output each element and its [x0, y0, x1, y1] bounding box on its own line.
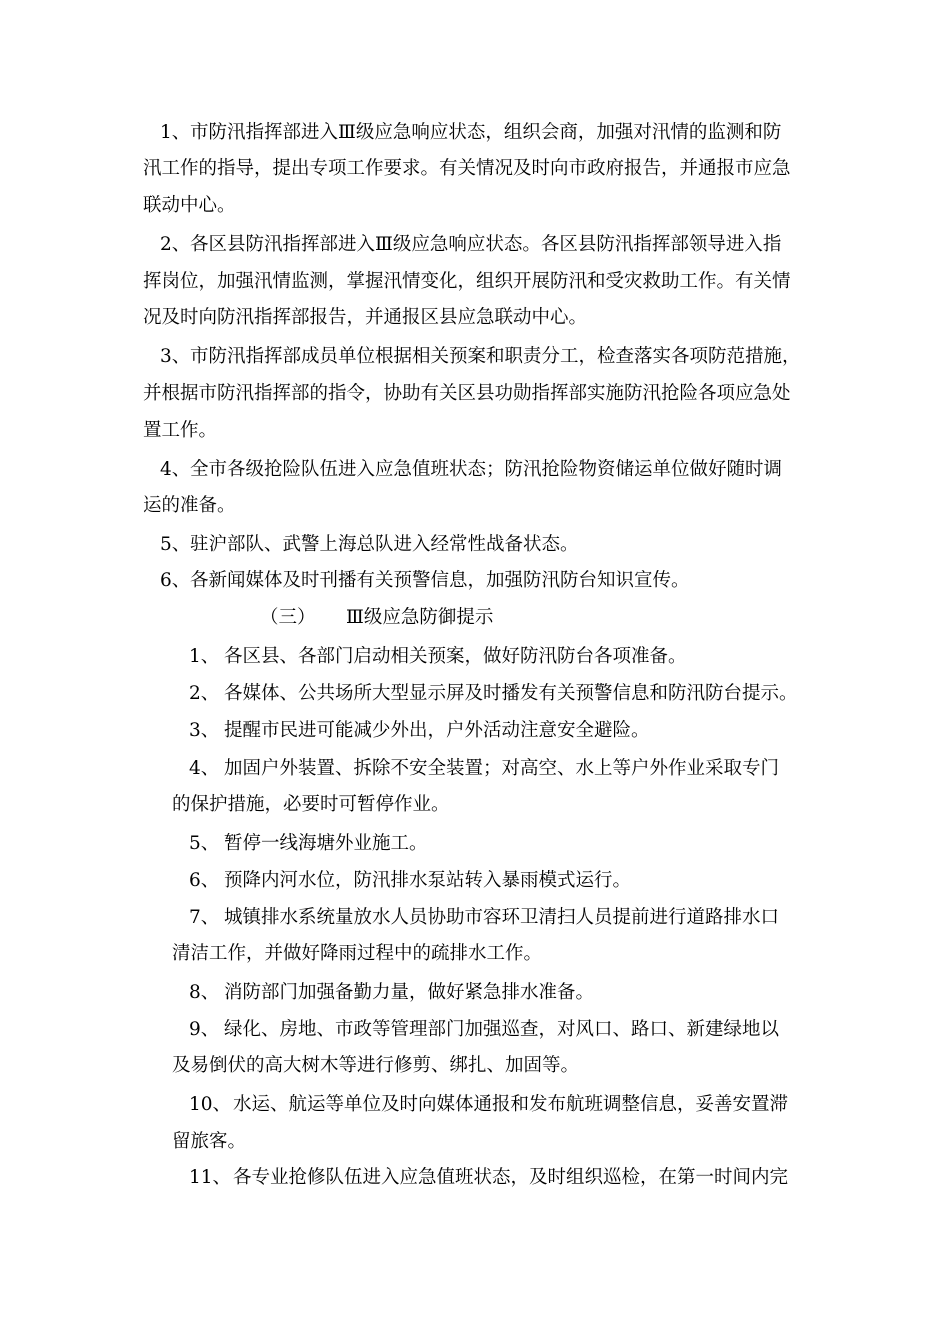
item-text-line: 提醒市民进可能减少外出，户外活动注意安全避险。 [224, 720, 650, 741]
item-number: 11、 [189, 1167, 232, 1188]
item-text-line: 暂停一线海塘外业施工。 [224, 833, 428, 854]
item-number: 5、 [189, 833, 220, 854]
item-number: 8、 [189, 982, 220, 1003]
item-text-line: 挥岗位，加强汛情监测，掌握汛情变化，组织开展防汛和受灾救助工作。有关情 [143, 271, 791, 292]
item-text-line: 各区县、各部门启动相关预案，做好防汛防台各项准备。 [224, 646, 687, 667]
item-number: 4、 [189, 758, 220, 779]
item-text-line: 全市各级抢险队伍进入应急值班状态；防汛抢险物资储运单位做好随时调 [190, 459, 783, 480]
item-number: 6、 [160, 570, 191, 591]
item-text-line: 及易倒伏的高大树木等进行修剪、绑扎、加固等。 [172, 1055, 580, 1076]
item-number: 7、 [189, 907, 220, 928]
item-text-line: 预降内河水位，防汛排水泵站转入暴雨模式运行。 [224, 870, 632, 891]
item-number: 1、 [160, 122, 191, 143]
item-text-line: 各媒体、公共场所大型显示屏及时播发有关预警信息和防汛防台提示。 [224, 683, 798, 704]
item-number: 4、 [160, 459, 191, 480]
item-number: 2、 [189, 683, 220, 704]
item-text-line: 消防部门加强备勤力量，做好紧急排水准备。 [224, 982, 595, 1003]
item-text-line: 加固户外装置、拆除不安全装置；对高空、水上等户外作业采取专门 [224, 758, 780, 779]
item-text-line: 的保护措施，必要时可暂停作业。 [172, 794, 450, 815]
item-text-line: 各专业抢修队伍进入应急值班状态，及时组织巡检，在第一时间内完 [233, 1167, 789, 1188]
item-text-line: 绿化、房地、市政等管理部门加强巡查，对风口、路口、新建绿地以 [224, 1019, 780, 1040]
item-number: 10、 [189, 1094, 232, 1115]
item-text-line: 置工作。 [143, 420, 218, 441]
item-text-line: 汛工作的指导，提出专项工作要求。有关情况及时向市政府报告，并通报市应急 [143, 158, 791, 179]
item-text-line: 市防汛指挥部成员单位根据相关预案和职责分工，检查落实各项防范措施， [190, 346, 801, 367]
item-number: 3、 [189, 720, 220, 741]
item-text-line: 城镇排水系统量放水人员协助市容环卫清扫人员提前进行道路排水口 [224, 907, 780, 928]
item-text-line: 各区县防汛指挥部进入Ⅲ级应急响应状态。各区县防汛指挥部领导进入指 [190, 234, 782, 255]
item-text-line: 联动中心。 [143, 195, 236, 216]
item-text-line: 并根据市防汛指挥部的指令，协助有关区县功勋指挥部实施防汛抢险各项应急处 [143, 383, 791, 404]
item-text-line: 水运、航运等单位及时向媒体通报和发布航班调整信息，妥善安置滞 [233, 1094, 789, 1115]
item-number: 2、 [160, 234, 191, 255]
item-text-line: 况及时向防汛指挥部报告，并通报区县应急联动中心。 [143, 307, 588, 328]
item-number: 1、 [189, 646, 220, 667]
item-text-line: 运的准备。 [143, 495, 236, 516]
item-text-line: 驻沪部队、武警上海总队进入经常性战备状态。 [190, 534, 579, 555]
item-number: 9、 [189, 1019, 220, 1040]
heading-title: Ⅲ级应急防御提示 [346, 607, 494, 628]
item-number: 5、 [160, 534, 191, 555]
item-number: 3、 [160, 346, 191, 367]
item-text-line: 清洁工作，并做好降雨过程中的疏排水工作。 [172, 943, 543, 964]
item-number: 6、 [189, 870, 220, 891]
item-text-line: 留旅客。 [172, 1131, 247, 1152]
item-text-line: 市防汛指挥部进入Ⅲ级应急响应状态，组织会商，加强对汛情的监测和防 [190, 122, 782, 143]
item-text-line: 各新闻媒体及时刊播有关预警信息，加强防汛防台知识宣传。 [190, 570, 690, 591]
heading-number: （三） [260, 607, 316, 628]
